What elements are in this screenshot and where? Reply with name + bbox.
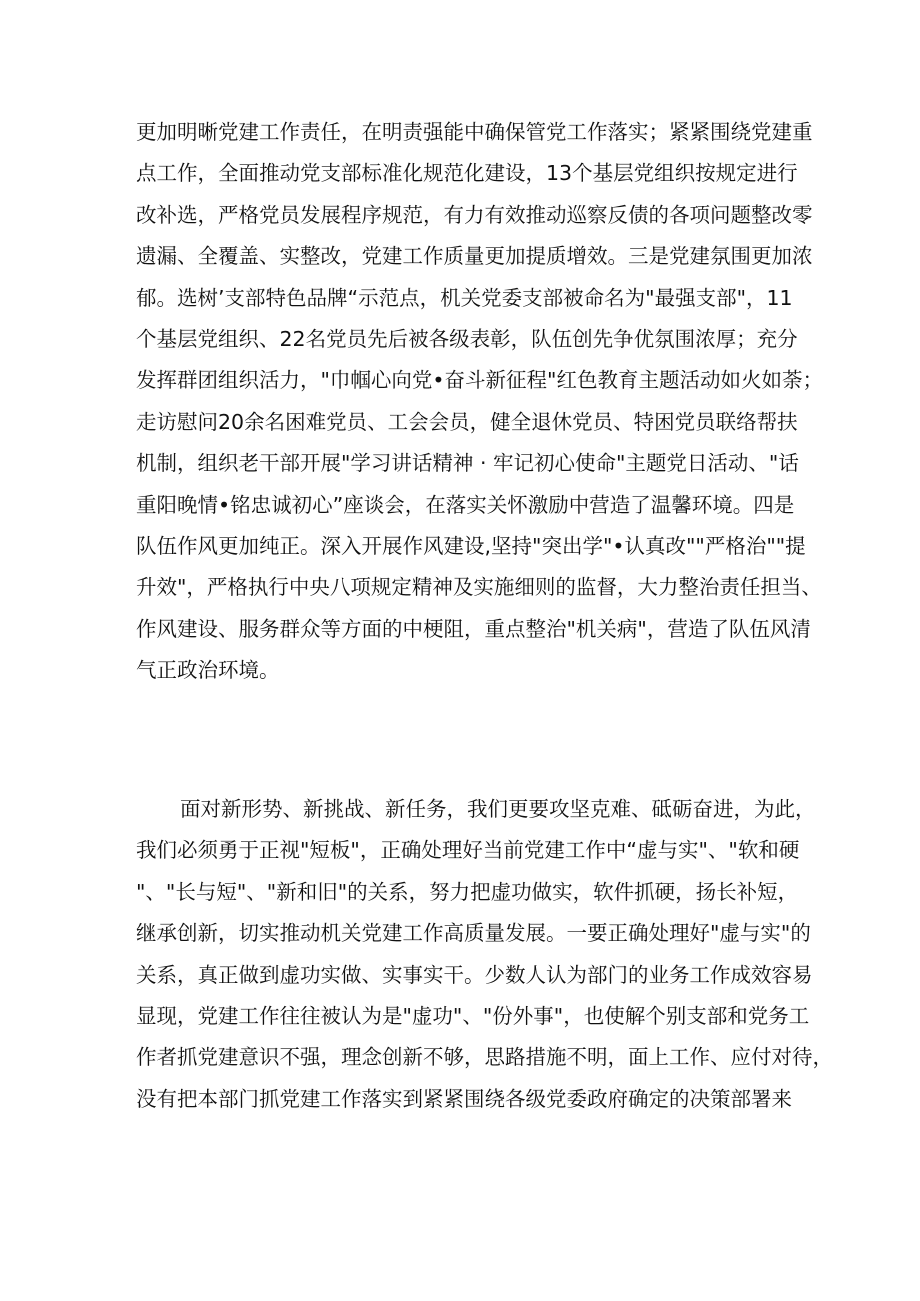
paragraph-line: 更加明晰党建工作责任，在明责强能中确保管党工作落实；紧紧围绕党建重 bbox=[136, 120, 813, 144]
paragraph-line: 我们必须勇于正视"短板"，正确处理好当前党建工作中“虚与实"、"软和硬 bbox=[136, 838, 800, 863]
paragraph-line: 气正政治环境。 bbox=[136, 658, 280, 683]
paragraph-line: 个基层党组织、22名党员先后被各级表彰，队伍创先争优氛围浓厚；充分 bbox=[136, 326, 798, 351]
paragraph-line: 遗漏、全覆盖、实整改，党建工作质量更加提质增效。三是党建氛围更加浓 bbox=[136, 244, 813, 269]
paragraph-2 bbox=[136, 789, 833, 1120]
paragraph-line: 升效"，严格执行中央八项规定精神及实施细则的监督，大力整治责任担当、 bbox=[136, 575, 822, 600]
paragraph-line: 机制，组织老干部开展"学习讲话精神 · 牢记初心使命"主题党日活动、"话 bbox=[136, 451, 799, 476]
paragraph-line: 队伍作风更加纯正。深入开展作风建设,坚持"突出学"•认真改""严格治""提 bbox=[136, 533, 806, 558]
paragraph-line: 点工作，全面推动党支部标准化规范化建设，13个基层党组织按规定进行 bbox=[136, 161, 798, 186]
paragraph-1 bbox=[136, 112, 823, 691]
paragraph-line: 重阳晚情•铭忠诚初心”座谈会，在落实关怀激励中营造了温馨环境。四是 bbox=[136, 492, 795, 517]
paragraph-line: 发挥群团组织活力，"巾帼心向党•奋斗新征程"红色教育主题活动如火如荼； bbox=[136, 368, 823, 393]
paragraph-line: 继承创新，切实推动机关党建工作高质量发展。一要正确处理好"虚与实"的 bbox=[136, 921, 811, 946]
paragraph-line: 走访慰问20余名困难党员、工会会员，健全退休党员、特困党员联络帮扶 bbox=[136, 409, 798, 434]
paragraph-line: 没有把本部门抓党建工作落实到紧紧围绕各级党委政府确定的决策部署来 bbox=[136, 1086, 792, 1111]
paragraph-line: 改补选，严格党员发展程序规范，有力有效推动巡察反债的各项问题整改零 bbox=[136, 202, 813, 227]
paragraph-line: "、"长与短"、"新和旧"的关系，努力把虚功做实，软件抓硬，扬长补短， bbox=[136, 879, 799, 904]
paragraph-line: 作者抓党建意识不强，理念创新不够，思路措施不明，面上工作、应付对待， bbox=[136, 1045, 833, 1070]
paragraph-line: 面对新形势、新挑战、新任务，我们更要攻坚克难、砥砺奋进，为此， bbox=[180, 797, 816, 821]
paragraph-line: 作风建设、服务群众等方面的中梗阻，重点整治"机关病"，营造了队伍风清 bbox=[136, 616, 811, 641]
paragraph-line: 关系，真正做到虚功实做、实事实干。少数人认为部门的业务工作成效容易 bbox=[136, 962, 813, 987]
paragraph-line: 郁。选树’支部特色品牌“示范点，机关党委支部被命名为"最强支部"，11 bbox=[136, 285, 793, 310]
paragraph-line: 显现，党建工作往往被认为是"虚功"、"份外事"，也使解个别支部和党务工 bbox=[136, 1003, 810, 1028]
